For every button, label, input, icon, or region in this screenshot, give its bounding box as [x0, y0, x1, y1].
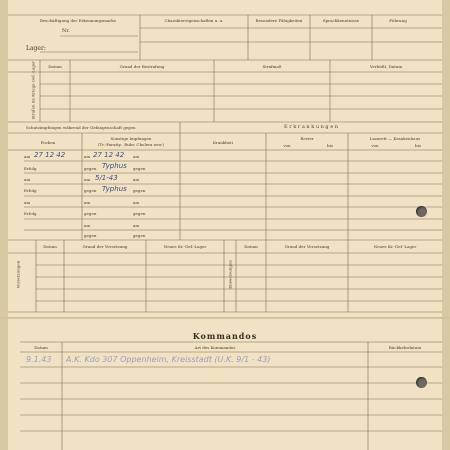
nr-label: Nr. — [62, 28, 70, 34]
sonst-am-label-4: am — [84, 223, 91, 228]
erfolg-label-3: Erfolg — [24, 211, 37, 216]
revier-von: von — [283, 143, 291, 148]
charakter-label: Charaktereigenschaften u. a. — [164, 18, 224, 23]
erfolg-label-1: Erfolg — [24, 166, 37, 171]
handwritten-gegen-1: Typhus — [102, 162, 127, 170]
revier-header: Revier — [300, 136, 314, 141]
strafen-datum-header: Datum — [48, 64, 62, 69]
sonst-gegen-label-4b: gegen — [133, 233, 146, 238]
sonst-am-label-2: am — [84, 177, 91, 182]
handwritten-sonstige-date: 27 12 42 — [93, 151, 125, 159]
sonst-gegen-label-2b: gegen — [133, 188, 146, 193]
sonst-gegen-label-4: gegen — [84, 233, 97, 238]
handwritten-gegen-2: Typhus — [102, 185, 127, 193]
sonst-am-label-3b: am — [133, 200, 140, 205]
handwritten-kommando-art: A.K. Kdo 307 Oppenheim, Kreisstadt (U.K. 9/1 - 43) — [66, 355, 271, 364]
pocken-header: Pocken — [40, 140, 56, 145]
kommandos-art-header: Art des Kommandos — [194, 345, 236, 350]
strafen-side-label: Strafen im Kriegs-Gef.-Lager — [30, 60, 36, 120]
versetzungen-side-label: Versetzungen — [15, 260, 21, 289]
versetzungen-grund-header: Grund der Versetzung — [82, 244, 128, 249]
lazarett-von: von — [371, 143, 379, 148]
sonstige-subheader: (Tr.-Paratty., Ruhr, Cholera usw.) — [97, 142, 165, 147]
erfolg-label-2: Erfolg — [24, 188, 37, 193]
einweisungen-datum-header: Datum — [244, 244, 258, 249]
lazarett-bis: bis — [415, 143, 421, 148]
sonst-gegen-label-2: gegen — [84, 188, 97, 193]
sonst-gegen-label-1b: gegen — [133, 166, 146, 171]
sonst-gegen-label-1: gegen — [84, 166, 97, 171]
beschaeftigung-label: Beschäftigung der Erkennungsmarke — [40, 18, 117, 23]
lager-label: Lager: — [26, 45, 46, 52]
einweisungen-neues-header: Neues Kr.-Gef.-Lager — [373, 244, 417, 249]
handwritten-pocken-date: 27 12 42 — [34, 151, 66, 159]
sonst-am-label-1b: am — [133, 154, 140, 159]
revier-bis: bis — [327, 143, 333, 148]
handwritten-date-2: 5/1-43 — [95, 174, 118, 182]
versetzungen-neues-header: Neues Kr.-Gef.-Lager — [163, 244, 207, 249]
faehigkeiten-label: Besondere Fähigkeiten — [255, 18, 303, 23]
sprachkenntnisse-label: Sprachkenntnisse — [322, 18, 360, 23]
sonst-am-label-4b: am — [133, 223, 140, 228]
impfungen-title: Schutzimpfungen während der Gefangenschaft gegen — [26, 125, 136, 130]
pocken-am-label-2: am — [24, 177, 31, 182]
versetzungen-datum-header: Datum — [43, 244, 57, 249]
einweisungen-grund-header: Grund der Versetzung — [284, 244, 330, 249]
erkrankungen-title: E r k r a n k u n g e n — [284, 124, 338, 130]
pocken-am-label-3: am — [24, 200, 31, 205]
sonst-am-label-1: am — [84, 154, 91, 159]
sonst-am-label-2b: am — [133, 177, 140, 182]
strafen-strafmass-header: Strafmaß — [262, 64, 282, 69]
punch-hole-lower — [416, 377, 427, 388]
krankheit-header: Krankheit — [212, 140, 234, 145]
punch-hole-upper — [416, 206, 427, 217]
sonst-gegen-label-3: gegen — [84, 211, 97, 216]
sonstige-header: Sonstige Impfungen — [110, 136, 152, 141]
strafen-verbuesst-header: Verbüßt, Datum — [369, 64, 403, 69]
kommandos-title: Kommandos — [192, 331, 258, 341]
einweisungen-side-label: Einweisungen — [227, 260, 233, 289]
pocken-am-label-1: am — [24, 154, 31, 159]
fuehrung-label: Führung — [389, 18, 407, 23]
lazarett-header: Lazarett — Krankenhaus — [369, 136, 421, 141]
kommandos-datum-header: Datum — [34, 345, 48, 350]
sonst-am-label-3: am — [84, 200, 91, 205]
handwritten-kommando-date: 9.1.43 — [26, 355, 52, 364]
kommandos-rueckkehr-header: Rückkehrdatum — [388, 345, 422, 350]
sonst-gegen-label-3b: gegen — [133, 211, 146, 216]
strafen-grund-header: Grund der Bestrafung — [119, 64, 165, 69]
